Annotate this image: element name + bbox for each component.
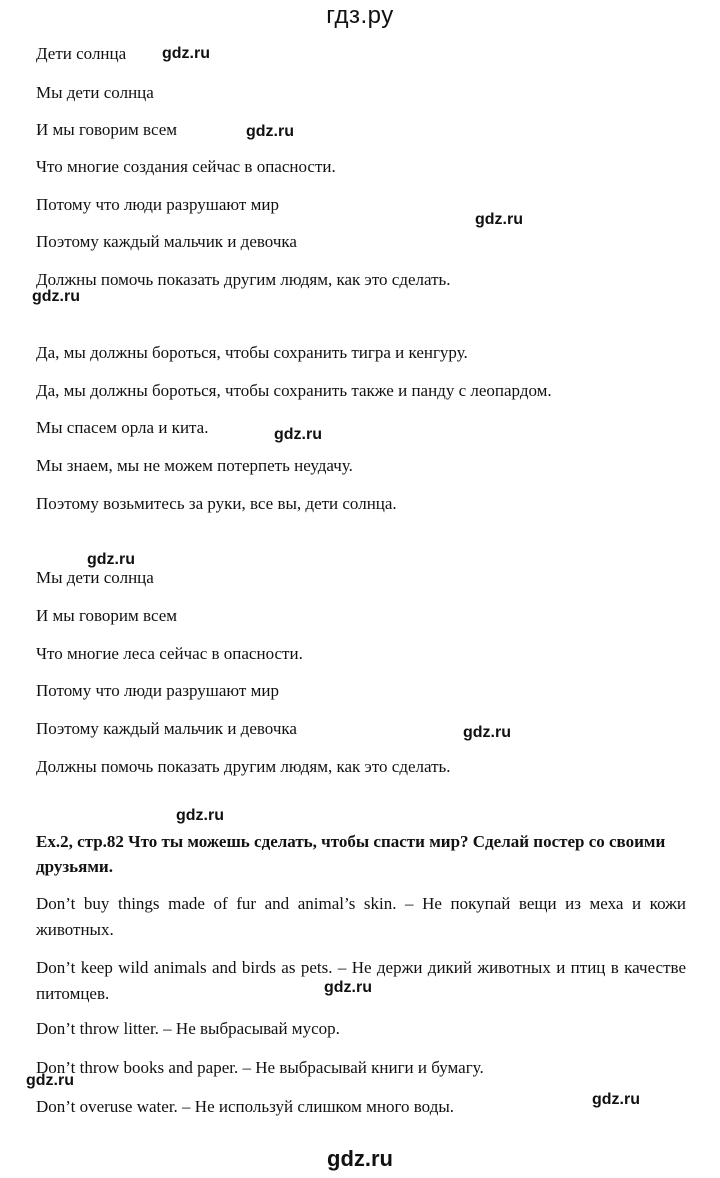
poem-line: И мы говорим всем: [36, 606, 178, 625]
watermark: gdz.ru: [26, 1072, 74, 1089]
exercise-item: Don’t keep wild animals and birds as pets. – Не держи дикий животных и птиц в качестве питомцев.: [36, 958, 686, 1003]
poem-line: Да, мы должны бороться, чтобы сохранить тигра и кенгуру.: [36, 343, 468, 362]
poem-line: Мы дети солнца: [36, 83, 154, 102]
poem-line: И мы говорим всем: [36, 120, 178, 139]
poem-line: Что многие создания сейчас в опасности.: [36, 157, 336, 176]
poem-line: Что многие леса сейчас в опасности.: [36, 644, 303, 663]
site-footer: gdz.ru: [327, 1146, 393, 1171]
poem-line: Мы знаем, мы не можем потерпеть неудачу.: [36, 456, 353, 475]
poem-line: Поэтому каждый мальчик и девочка: [36, 232, 297, 251]
poem-line: Должны помочь показать другим людям, как это сделать.: [36, 270, 451, 289]
poem-line: Да, мы должны бороться, чтобы сохранить также и панду с леопардом.: [36, 381, 552, 400]
exercise-item: Don’t throw books and paper. – Не выбрасывай книги и бумагу.: [36, 1058, 484, 1077]
watermark: gdz.ru: [324, 979, 372, 996]
poem-line: Поэтому возьмитесь за руки, все вы, дети солнца.: [36, 494, 397, 513]
exercise-item: Don’t overuse water. – Не используй слишком много воды.: [36, 1097, 455, 1116]
exercise-item: Don’t throw litter. – Не выбрасывай мусор.: [36, 1019, 340, 1038]
poem-line: Мы дети солнца: [36, 568, 154, 587]
watermark: gdz.ru: [592, 1091, 640, 1108]
poem-line: Дети солнца: [36, 44, 127, 63]
exercise-item: Don’t buy things made of fur and animal’s skin. – Не покупай вещи из меха и кожи животных.: [36, 894, 686, 939]
watermark: gdz.ru: [475, 211, 523, 228]
watermark: gdz.ru: [463, 724, 511, 741]
poem-line: Мы спасем орла и кита.: [36, 418, 209, 437]
watermark: gdz.ru: [176, 807, 224, 824]
poem-line: Поэтому каждый мальчик и девочка: [36, 719, 297, 738]
poem-line: Должны помочь показать другим людям, как это сделать.: [36, 757, 451, 776]
site-header-title: гдз.ру: [326, 2, 394, 29]
watermark: gdz.ru: [274, 426, 322, 443]
watermark: gdz.ru: [162, 45, 210, 62]
poem-line: Потому что люди разрушают мир: [36, 195, 279, 214]
watermark: gdz.ru: [87, 551, 135, 568]
exercise-heading: Ex.2, стр.82 Что ты можешь сделать, чтобы спасти мир? Сделай постер со своими друзьями.: [36, 832, 666, 876]
poem-line: Потому что люди разрушают мир: [36, 681, 279, 700]
watermark: gdz.ru: [32, 288, 80, 305]
watermark: gdz.ru: [246, 123, 294, 140]
